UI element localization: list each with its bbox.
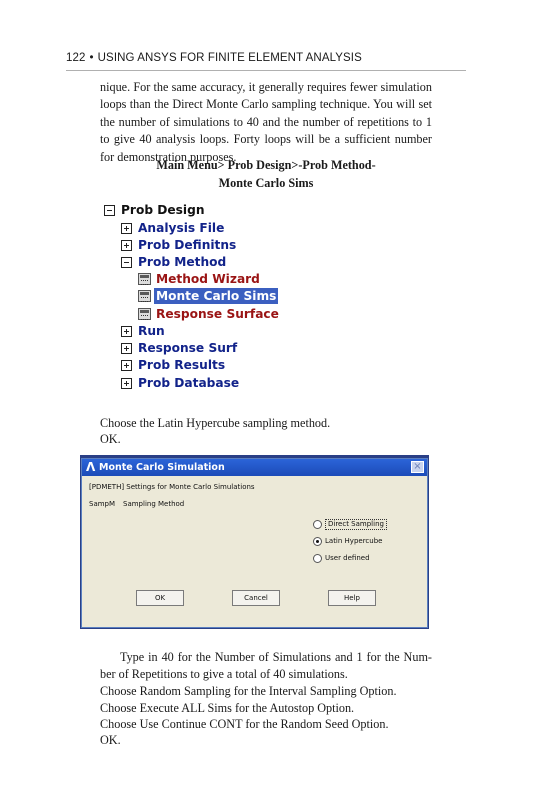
ansys-logo-icon: Λ	[86, 460, 96, 474]
dialog-icon	[138, 290, 151, 302]
dialog-title: Monte Carlo Simulation	[99, 462, 225, 473]
expand-icon[interactable]	[121, 223, 132, 234]
instruction-random-seed: Choose Use Continue CONT for the Random Seed Option.	[100, 717, 389, 731]
expand-icon[interactable]	[121, 240, 132, 251]
expand-icon[interactable]	[121, 343, 132, 354]
cancel-button[interactable]: Cancel	[232, 590, 280, 606]
collapse-icon[interactable]	[104, 205, 115, 216]
radio-label: Direct Sampling	[325, 519, 387, 530]
header-bullet: •	[89, 52, 94, 64]
close-icon[interactable]: ×	[411, 461, 424, 473]
header-rule	[66, 70, 466, 71]
menu-path-line-1: Main Menu> Prob Design>-Prob Method-	[156, 158, 376, 172]
radio-latin-hypercube[interactable]	[313, 535, 403, 547]
ok-button[interactable]: OK	[136, 590, 184, 606]
tree-item-label: Prob Method	[138, 255, 227, 269]
running-title: USING ANSYS FOR FINITE ELEMENT ANALYSIS	[97, 52, 362, 64]
tree-root-label: Prob Design	[121, 203, 205, 217]
dialog-title-bar[interactable]	[82, 459, 427, 476]
tree-item-label: Prob Definitns	[138, 238, 237, 252]
expand-icon[interactable]	[121, 326, 132, 337]
expand-icon[interactable]	[121, 360, 132, 371]
radio-label: User defined	[325, 554, 370, 562]
tree-item-label: Response Surface	[156, 307, 279, 321]
tree-item-label: Analysis File	[138, 221, 225, 235]
dialog-icon	[138, 273, 151, 285]
expand-icon[interactable]	[121, 378, 132, 389]
field-code: SampM	[89, 500, 116, 508]
dialog-heading: [PDMETH] Settings for Monte Carlo Simulations	[89, 483, 255, 491]
instruction-ok: OK.	[100, 432, 121, 446]
instruction-execute-all: Choose Execute ALL Sims for the Autostop Option.	[100, 701, 355, 715]
radio-user-defined[interactable]	[313, 552, 403, 564]
instruction-simulations: Type in 40 for the Number of Simulations and 1 for the Num- ber of Repetitions to give a total of 40 simulations.	[100, 650, 432, 682]
radio-direct-sampling[interactable]	[313, 518, 403, 530]
help-button[interactable]: Help	[328, 590, 376, 606]
running-header	[66, 52, 362, 64]
tree-item-label: Prob Database	[138, 376, 240, 390]
radio-circle[interactable]	[313, 554, 322, 563]
field-label: Sampling Method	[123, 500, 185, 508]
collapse-icon[interactable]	[121, 257, 132, 268]
prob-design-menu-tree	[104, 200, 404, 400]
tree-item-label: Response Surf	[138, 341, 238, 355]
tree-item-label: Prob Results	[138, 358, 226, 372]
instruction-final-ok: OK.	[100, 733, 121, 747]
tree-item-label: Method Wizard	[156, 272, 260, 286]
radio-circle[interactable]	[313, 520, 322, 529]
dialog-icon	[138, 308, 151, 320]
menu-path-line-2: Monte Carlo Sims	[218, 176, 314, 190]
intro-paragraph: nique. For the same accuracy, it generally requires fewer simulation loops than the Direct Monte Carlo sampling technique. You will set the number of simulations to 40 and the number of repetitions to 1 to give 40 analysis loops. Forty loops will be a sufficient number for demonstration purposes.	[100, 80, 432, 164]
instruction-random-sampling: Choose Random Sampling for the Interval Sampling Option.	[100, 684, 397, 698]
monte-carlo-dialog	[81, 458, 428, 628]
radio-circle-selected[interactable]	[313, 537, 322, 546]
tree-item-label-selected: Monte Carlo Sims	[156, 289, 277, 303]
radio-label: Latin Hypercube	[325, 537, 383, 545]
tree-item-label: Run	[138, 324, 165, 338]
instruction-choose-latin: Choose the Latin Hypercube sampling method.	[100, 416, 331, 430]
page-number: 122	[66, 52, 86, 64]
